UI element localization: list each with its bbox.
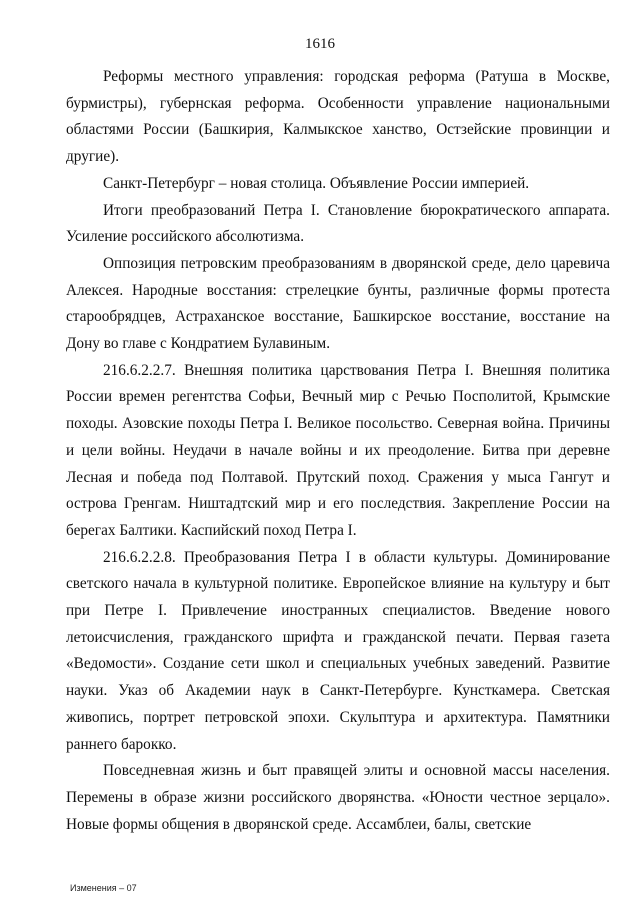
page-footer: Изменения – 07: [70, 883, 137, 893]
paragraph-opposition: Оппозиция петровским преобразованиям в дворянской среде, дело царевича Алексея. Народные восстания: стрелецкие бунты, различные формы протеста старообрядцев, Астраханское восстание, Башкирское восстание, восстание на Дону во главе с Кондратием Булавиным.: [66, 254, 610, 353]
paragraph-daily-life: Повседневная жизнь и быт правящей элиты и основной массы населения. Перемены в образе жизни российского дворянства. «Юности честное зерцало». Новые формы общения в дворянской среде. Ассамблеи, балы, светские: [66, 762, 610, 833]
paragraph-reform-results: Итоги преобразований Петра I. Становление бюрократического аппарата. Усиление российского абсолютизма.: [66, 201, 610, 246]
paragraph-new-capital: Санкт-Петербург – новая столица. Объявление России империей.: [103, 174, 530, 192]
page-content: [66, 64, 610, 838]
paragraph-culture-reforms: 216.6.2.2.8. Преобразования Петра I в области культуры. Доминирование светского начала в культурной политике. Европейское влияние на культуру и быт при Петре I. Привлечение иностранных специалистов. Введение нового летоисчисления, гражданского шрифта и гражданской печати. Первая газета «Ведомости». Создание сети школ и специальных учебных заведений. Развитие науки. Указ об Академии наук в Санкт-Петербурге. Кунсткамера. Светская живопись, портрет петровской эпохи. Скульптура и архитектура. Памятники раннего барокко.: [66, 548, 610, 753]
page-number: 1616: [305, 36, 335, 52]
paragraph-foreign-policy: 216.6.2.2.7. Внешняя политика царствования Петра I. Внешняя политика России времен регентства Софьи, Вечный мир с Речью Посполитой, Крымские походы. Азовские походы Петра I. Великое посольство. Северная война. Причины и цели войны. Неудачи в начале войны и их преодоление. Битва при деревне Лесная и победа под Полтавой. Прутский поход. Сражения у мыса Гангут и острова Гренгам. Ништадтский мир и его последствия. Закрепление России на берегах Балтики. Каспийский поход Петра I.: [66, 361, 610, 539]
paragraph-local-reforms: Реформы местного управления: городская реформа (Ратуша в Москве, бурмистры), губернская реформа. Особенности управление национальными областями России (Башкирия, Калмыкское ханство, Остзейские провинции и другие).: [66, 68, 610, 166]
